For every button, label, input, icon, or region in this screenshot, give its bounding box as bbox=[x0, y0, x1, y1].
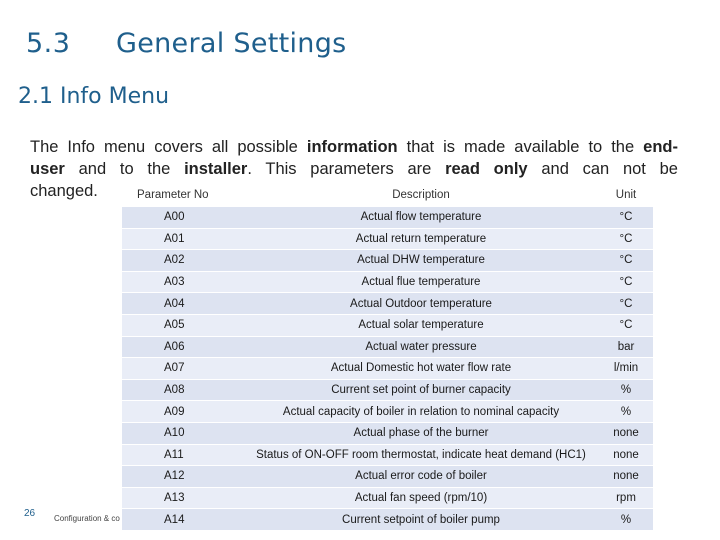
table-row bbox=[122, 293, 653, 315]
cell-parameter: A05 bbox=[122, 314, 243, 336]
cell-unit: % bbox=[599, 401, 653, 423]
cell-unit: none bbox=[599, 466, 653, 488]
cell-description: Actual capacity of boiler in relation to nominal capacity bbox=[243, 401, 599, 423]
intro-line-2 bbox=[30, 158, 678, 180]
table-row bbox=[122, 509, 653, 530]
cell-unit: bar bbox=[599, 336, 653, 358]
intro-emphasis: end- bbox=[643, 138, 678, 156]
subsection-title: 2.1 Info Menu bbox=[18, 84, 170, 109]
cell-description: Actual fan speed (rpm/10) bbox=[243, 487, 599, 509]
intro-emphasis: information bbox=[306, 138, 398, 156]
cell-unit: °C bbox=[599, 228, 653, 250]
section-number: 5.3 bbox=[26, 28, 71, 59]
intro-text: and can not be bbox=[527, 160, 678, 178]
cell-unit: °C bbox=[599, 314, 653, 336]
intro-emphasis: installer bbox=[184, 160, 248, 178]
table-row bbox=[122, 401, 653, 423]
cell-parameter: A01 bbox=[122, 228, 243, 250]
cell-parameter: A13 bbox=[122, 487, 243, 509]
cell-description: Actual phase of the burner bbox=[243, 422, 599, 444]
cell-unit: none bbox=[599, 444, 653, 466]
intro-emphasis: user bbox=[30, 160, 65, 178]
table-row bbox=[122, 228, 653, 250]
cell-description: Current set point of burner capacity bbox=[243, 379, 599, 401]
cell-unit: °C bbox=[599, 250, 653, 272]
cell-description: Actual Outdoor temperature bbox=[243, 293, 599, 315]
intro-emphasis: read only bbox=[445, 160, 528, 178]
cell-unit: % bbox=[599, 379, 653, 401]
column-header-parameter: Parameter No bbox=[122, 184, 243, 207]
cell-parameter: A06 bbox=[122, 336, 243, 358]
intro-line-1 bbox=[30, 136, 678, 158]
intro-paragraph bbox=[30, 136, 678, 180]
page-number: 26 bbox=[24, 508, 36, 519]
table-row bbox=[122, 358, 653, 380]
table-row bbox=[122, 336, 653, 358]
footer-text: Configuration & co bbox=[54, 514, 120, 523]
table-row bbox=[122, 487, 653, 509]
cell-parameter: A14 bbox=[122, 509, 243, 530]
cell-description: Actual DHW temperature bbox=[243, 250, 599, 272]
section-title: General Settings bbox=[116, 28, 347, 59]
cell-description: Actual water pressure bbox=[243, 336, 599, 358]
cell-parameter: A07 bbox=[122, 358, 243, 380]
column-header-description: Description bbox=[243, 184, 599, 207]
table-row bbox=[122, 207, 653, 229]
cell-parameter: A04 bbox=[122, 293, 243, 315]
intro-text: and to the bbox=[64, 160, 185, 178]
column-header-unit: Unit bbox=[599, 184, 653, 207]
cell-unit: °C bbox=[599, 207, 653, 229]
cell-unit: l/min bbox=[599, 358, 653, 380]
cell-description: Current setpoint of boiler pump bbox=[243, 509, 599, 530]
cell-parameter: A08 bbox=[122, 379, 243, 401]
cell-description: Actual Domestic hot water flow rate bbox=[243, 358, 599, 380]
intro-text: that is made available to the bbox=[397, 138, 644, 156]
intro-text: . This parameters are bbox=[247, 160, 446, 178]
table-row bbox=[122, 444, 653, 466]
cell-description: Status of ON-OFF room thermostat, indicate heat demand (HC1) bbox=[243, 444, 599, 466]
table-row bbox=[122, 422, 653, 444]
table-body bbox=[122, 207, 653, 530]
cell-description: Actual return temperature bbox=[243, 228, 599, 250]
cell-parameter: A09 bbox=[122, 401, 243, 423]
cell-parameter: A10 bbox=[122, 422, 243, 444]
cell-unit: °C bbox=[599, 293, 653, 315]
table-row bbox=[122, 271, 653, 293]
intro-line-3: changed. bbox=[30, 182, 98, 200]
cell-unit: rpm bbox=[599, 487, 653, 509]
cell-description: Actual flow temperature bbox=[243, 207, 599, 229]
intro-text: The Info menu covers all possible bbox=[30, 138, 307, 156]
cell-parameter: A02 bbox=[122, 250, 243, 272]
cell-description: Actual flue temperature bbox=[243, 271, 599, 293]
table-row bbox=[122, 466, 653, 488]
cell-unit: % bbox=[599, 509, 653, 530]
cell-description: Actual error code of boiler bbox=[243, 466, 599, 488]
cell-unit: none bbox=[599, 422, 653, 444]
cell-unit: °C bbox=[599, 271, 653, 293]
cell-parameter: A11 bbox=[122, 444, 243, 466]
table-row bbox=[122, 314, 653, 336]
info-parameter-table bbox=[122, 184, 653, 530]
table-row bbox=[122, 379, 653, 401]
cell-description: Actual solar temperature bbox=[243, 314, 599, 336]
table-row bbox=[122, 250, 653, 272]
table-header-row bbox=[122, 184, 653, 207]
cell-parameter: A12 bbox=[122, 466, 243, 488]
cell-parameter: A03 bbox=[122, 271, 243, 293]
cell-parameter: A00 bbox=[122, 207, 243, 229]
